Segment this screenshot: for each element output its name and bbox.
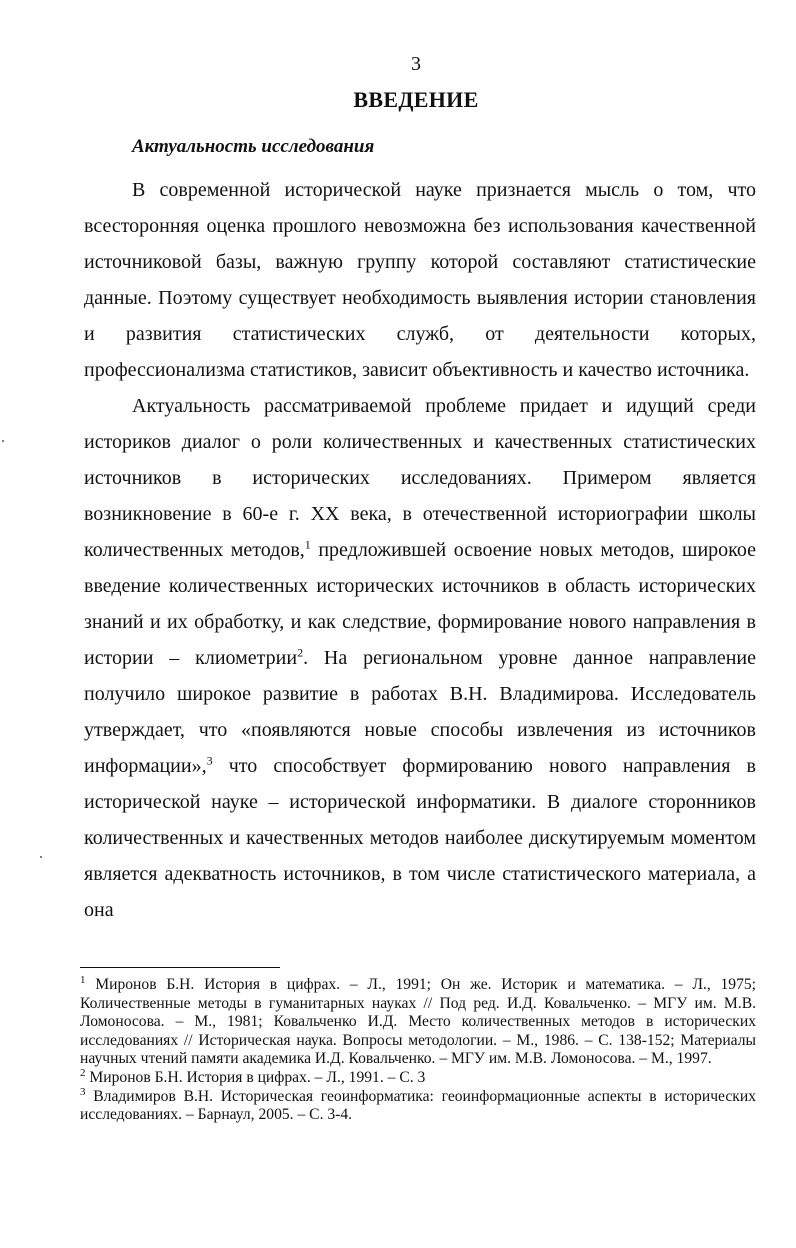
footnote-2 bbox=[80, 1066, 756, 1088]
paragraph-1: В современной исторической науке признается мысль о том, что всесторонняя оценка прошлого невозможна без использования качественной источниковой базы, важную группу которой составляют статистические данные. Поэтому существует необходимость выявления истории становления и развития статистических служб, от деятельности которых, профессионализма статистиков, зависит объективность и качество источника. bbox=[84, 179, 756, 381]
footnote-2-text: Миронов Б.Н. История в цифрах. – Л., 1991. – С. 3 bbox=[85, 1068, 426, 1086]
footnotes bbox=[80, 973, 756, 1125]
body-text bbox=[84, 172, 756, 928]
scan-speck bbox=[2, 440, 4, 442]
footnote-3-mark: 3 bbox=[80, 1085, 86, 1098]
page-number: 3 bbox=[411, 53, 421, 75]
paragraph-2-part-2: предложившей освоение новых методов, широкое введение количественных исторических источников в область исторических знаний и их обработку, и как следствие, формирование нового направления в истории – клиометрии bbox=[84, 539, 756, 669]
footnote-ref-2: 2 bbox=[297, 645, 304, 660]
scan-speck bbox=[40, 856, 42, 858]
paragraph-2-part-3: . На региональном уровне данное направление получило широкое развитие в работах В.Н. Владимирова. Исследователь утверждает, что «появляются новые способы извлечения из источников информации», bbox=[84, 647, 757, 777]
footnote-1-mark: 1 bbox=[80, 973, 86, 986]
section-subtitle: Актуальность исследования bbox=[132, 136, 375, 157]
footnote-1 bbox=[80, 973, 756, 1069]
paragraph-2 bbox=[84, 388, 756, 928]
footnote-divider bbox=[80, 967, 280, 968]
page-title: ВВЕДЕНИЕ bbox=[353, 87, 479, 112]
footnote-1-text: Миронов Б.Н. История в цифрах. – Л., 1991; Он же. Историк и математика. – Л., 1975; Количественные методы в гуманитарных науках // Под ред. И.Д. Ковальченко. – МГУ им. М.В. Ломоносова. – М., 1981; Ковальченко И.Д. Место количественных методов в исторических исследованиях // Историческая наука. Вопросы методологии. – М., 1986. – С. 138-152; Материалы научных чтений памяти академика И.Д. Ковальченко. – МГУ им. М.В. Ломоносова. – М., 1997. bbox=[80, 976, 756, 1068]
footnote-2-mark: 2 bbox=[80, 1066, 86, 1079]
paragraph-2-part-1: Актуальность рассматриваемой проблеме придает и идущий среди историков диалог о роли количественных и качественных статистических источников в исторических исследованиях. Примером является возникновение в 60-е г. XX века, в отечественной историографии школы количественных методов, bbox=[84, 395, 756, 561]
footnote-ref-1: 1 bbox=[304, 537, 311, 552]
paragraph-2-part-4: что способствует формированию нового направления в исторической науке – исторической информатики. В диалоге сторонников количественных и качественных методов наиболее дискутируемым моментом является адекватность источников, в том числе статистического материала, а она bbox=[84, 755, 756, 921]
footnote-3 bbox=[80, 1085, 756, 1125]
footnote-3-text: Владимиров В.Н. Историческая геоинформатика: геоинформационные аспекты в исторических исследованиях. – Барнаул, 2005. – С. 3-4. bbox=[80, 1087, 756, 1124]
footnote-ref-3: 3 bbox=[206, 753, 213, 768]
